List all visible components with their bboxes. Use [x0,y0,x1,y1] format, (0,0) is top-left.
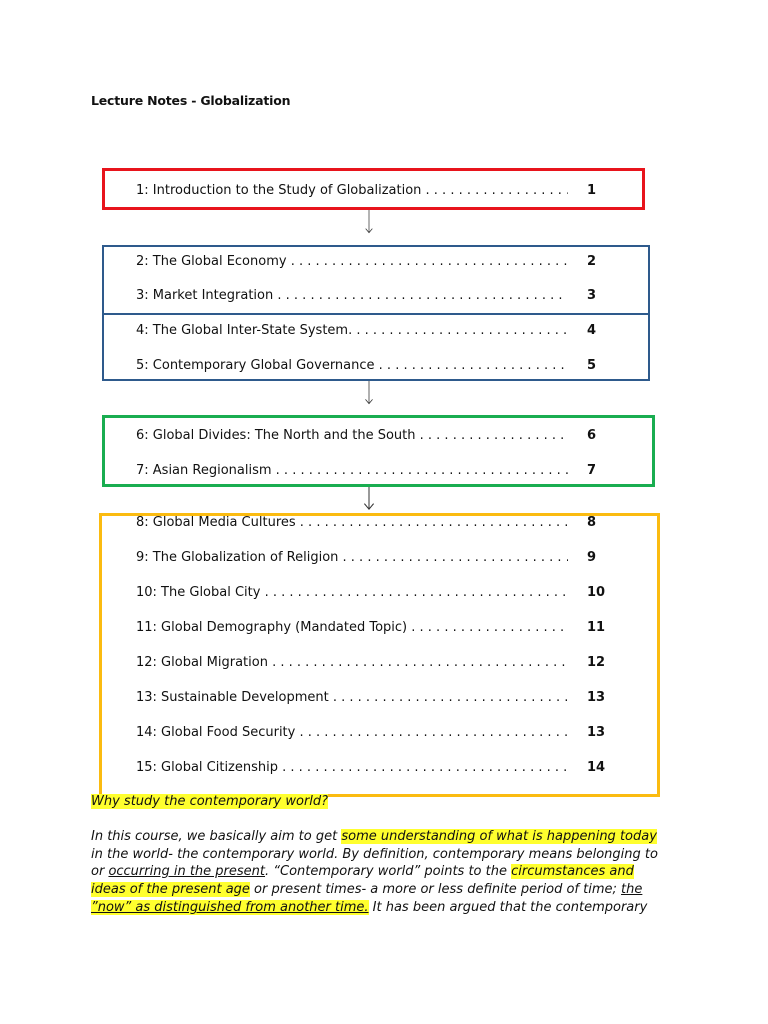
paragraph-line [91,846,658,864]
toc-entry-label: 14: Global Food Security . . . [136,724,568,742]
text-run: or [91,864,109,879]
highlighted-heading: Why study the contemporary world? [91,794,329,809]
text-run: . “Contemporary world” points to the [265,864,512,879]
toc-entry-page: 5 [587,358,597,373]
toc-entry [136,549,606,567]
highlighted-text: ideas of the present age [91,882,250,897]
highlighted-text: circumstances and [511,864,634,879]
paragraph-line [91,828,657,846]
toc-entry-page: 13 [587,690,606,705]
toc-entry [136,357,606,375]
toc-entry [136,253,606,271]
text-run: In this course, we basically aim to get [91,829,342,844]
toc-entry-page: 12 [587,655,606,670]
toc-entry-label: 10: The Global City . . . [136,584,568,602]
toc-entry [136,287,606,305]
toc-entry-page: 4 [587,323,597,338]
toc-entry [136,322,606,340]
toc-entry-label: 13: Sustainable Development . . . [136,689,568,707]
toc-entry-page: 2 [587,254,597,269]
toc-entry-page: 11 [587,620,606,635]
toc-entry-page: 1 [587,183,597,198]
toc-entry [136,182,606,200]
paragraph-line [91,881,642,899]
paragraph-line [91,899,647,917]
toc-entry-label: 8: Global Media Cultures . . . [136,514,568,532]
toc-entry [136,759,606,777]
toc-entry-label: 5: Contemporary Global Governance . . . [136,357,568,375]
toc-entry-label: 4: The Global Inter-State System. . . . [136,322,568,340]
toc-entry [136,654,606,672]
toc-entry-page: 9 [587,550,597,565]
toc-entry-label: 2: The Global Economy . . . [136,253,568,271]
toc-entry-page: 6 [587,428,597,443]
toc-entry-label: 7: Asian Regionalism . . . [136,462,568,480]
toc-entry-page: 14 [587,760,606,775]
toc-entry-page: 8 [587,515,597,530]
toc-entry-page: 7 [587,463,597,478]
text-run: in the world- the contemporary world. By definition, contemporary means belonging to [91,847,658,862]
document-title: Lecture Notes - Globalization [91,93,291,108]
toc-entry-label: 12: Global Migration . . . [136,654,568,672]
section-heading [91,793,328,811]
toc-entry-label: 15: Global Citizenship . . . [136,759,568,777]
toc-entry [136,462,606,480]
toc-entry-label: 11: Global Demography (Mandated Topic) . . . [136,619,568,637]
paragraph-line [91,863,634,881]
arrow-down-icon [363,381,375,405]
toc-entry [136,724,606,742]
toc-entry-label: 3: Market Integration . . . [136,287,568,305]
toc-entry [136,619,606,637]
highlighted-underlined-text: ”now” as distinguished from another time. [91,900,369,915]
highlighted-text: some understanding of what is happening today [341,829,657,844]
arrow-down-icon [363,487,375,511]
toc-entry-label: 1: Introduction to the Study of Globalization . . . [136,182,568,200]
toc-entry [136,427,606,445]
text-run: or present times- a more or less definite period of time; [249,882,622,897]
arrow-down-icon [363,210,375,234]
underlined-text: occurring in the present [108,864,266,879]
toc-entry-page: 13 [587,725,606,740]
toc-entry-page: 10 [587,585,606,600]
toc-entry-label: 6: Global Divides: The North and the South . . . [136,427,568,445]
underlined-text: the [621,882,643,897]
toc-entry-page: 3 [587,288,597,303]
toc-entry [136,689,606,707]
toc-entry-label: 9: The Globalization of Religion . . . [136,549,568,567]
toc-entry [136,584,606,602]
text-run: It has been argued that the contemporary [368,900,648,915]
toc-entry [136,514,606,532]
